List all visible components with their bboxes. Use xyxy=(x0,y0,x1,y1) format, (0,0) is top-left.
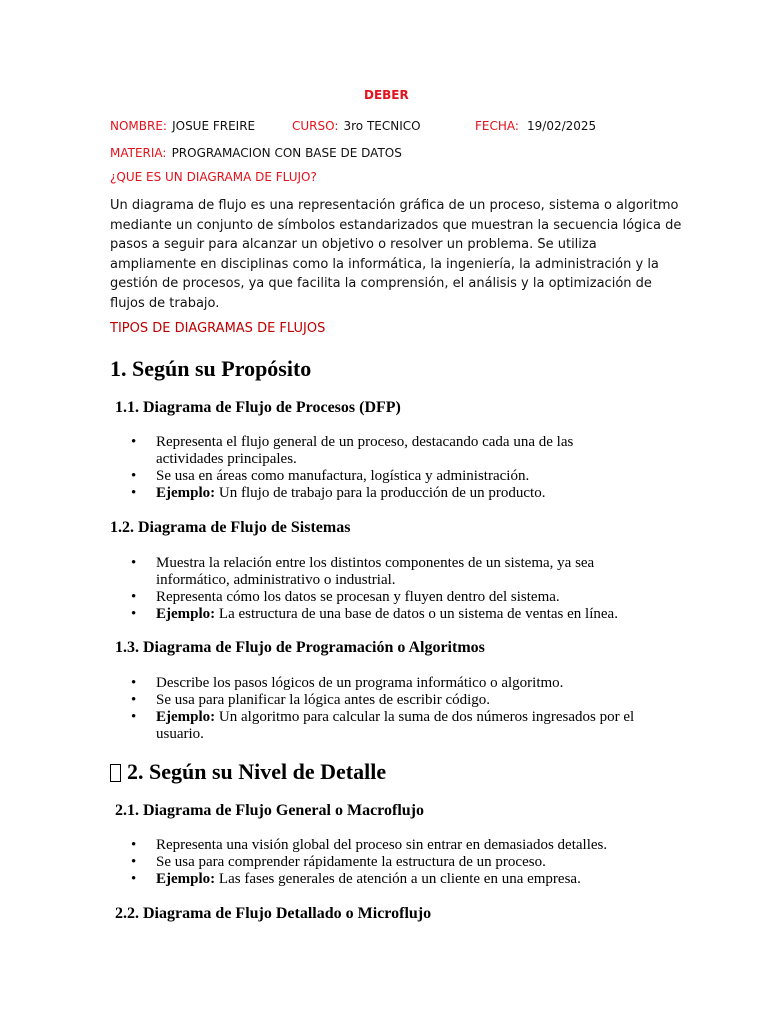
list-item: • Se usa para comprender rápidamente la estructura de un proceso. xyxy=(131,854,546,870)
curso-value: 3ro TECNICO xyxy=(343,119,421,133)
section2-heading xyxy=(110,759,386,785)
list-item: • Muestra la relación entre los distintos componentes de un sistema, ya sea xyxy=(131,555,595,571)
materia-field xyxy=(110,142,402,161)
bullet-icon: • xyxy=(131,468,137,484)
subsection-2-1-list xyxy=(0,837,607,888)
example-label: Ejemplo: xyxy=(156,709,216,725)
section1-title: 1. Según su Propósito xyxy=(110,356,312,381)
list-item: • Representa el flujo general de un proceso, destacando cada una de las xyxy=(131,434,574,450)
subsection-1-1-list xyxy=(0,434,573,502)
list-item: • Se usa en áreas como manufactura, logística y administración. xyxy=(131,468,530,484)
example-label: Ejemplo: xyxy=(156,485,216,501)
definition-paragraph xyxy=(110,196,682,313)
list-item-continuation: informático, administrativo o industrial. xyxy=(156,572,396,588)
paragraph-line: gestión de procesos, ya que facilita la comprensión, el análisis y la optimización de xyxy=(110,276,652,291)
fecha-label: FECHA: xyxy=(475,119,519,133)
bullet-icon: • xyxy=(131,854,137,870)
subsection-1-2-title: 1.2. Diagrama de Flujo de Sistemas xyxy=(110,519,351,536)
list-item: • Describe los pasos lógicos de un programa informático o algoritmo. xyxy=(131,675,564,691)
subsection-1-2-list xyxy=(0,555,618,623)
list-item: • Ejemplo: La estructura de una base de datos o un sistema de ventas en línea. xyxy=(131,606,618,622)
list-item: • Ejemplo: Un algoritmo para calcular la suma de dos números ingresados por el xyxy=(131,709,635,725)
section2-title: 2. Según su Nivel de Detalle xyxy=(127,759,387,784)
document-title: DEBER xyxy=(364,88,409,102)
materia-value: PROGRAMACION CON BASE DE DATOS xyxy=(171,146,402,160)
subsection-1-1-title: 1.1. Diagrama de Flujo de Procesos (DFP) xyxy=(115,399,401,416)
list-item-continuation: actividades principales. xyxy=(156,451,297,467)
bullet-icon: • xyxy=(131,485,137,501)
list-item: • Representa una visión global del proceso sin entrar en demasiados detalles. xyxy=(131,837,608,853)
question-heading: ¿QUE ES UN DIAGRAMA DE FLUJO? xyxy=(110,170,317,184)
missing-glyph-icon xyxy=(110,764,121,782)
types-heading: TIPOS DE DIAGRAMAS DE FLUJOS xyxy=(110,321,326,336)
list-item-continuation: usuario. xyxy=(156,726,204,742)
paragraph-line: ampliamente en disciplinas como la informática, la ingeniería, la administración y la xyxy=(110,256,659,272)
list-item: • Se usa para planificar la lógica antes de escribir código. xyxy=(131,692,491,708)
nombre-field xyxy=(110,115,255,134)
subsection-1-3-title: 1.3. Diagrama de Flujo de Programación o Algoritmos xyxy=(115,639,485,656)
paragraph-line: mediante un conjunto de símbolos estandarizados que muestran la secuencia lógica de xyxy=(110,217,682,233)
bullet-icon: • xyxy=(131,675,137,691)
list-item: • Ejemplo: Un flujo de trabajo para la producción de un producto. xyxy=(131,485,546,501)
list-item: • Representa cómo los datos se procesan y fluyen dentro del sistema. xyxy=(131,589,560,605)
bullet-icon: • xyxy=(131,555,137,571)
bullet-icon: • xyxy=(131,589,137,605)
bullet-icon: • xyxy=(131,606,137,622)
curso-label: CURSO: xyxy=(292,119,339,133)
nombre-value: JOSUE FREIRE xyxy=(172,119,256,133)
bullet-icon: • xyxy=(131,692,137,708)
subsection-2-1-title: 2.1. Diagrama de Flujo General o Macroflujo xyxy=(115,802,424,819)
subsection-2-2-title: 2.2. Diagrama de Flujo Detallado o Microflujo xyxy=(115,905,432,922)
paragraph-line: pasos a seguir para alcanzar un objetivo o resolver un problema. Se utiliza xyxy=(110,237,597,252)
list-item: • Ejemplo: Las fases generales de atención a un cliente en una empresa. xyxy=(131,871,581,887)
example-label: Ejemplo: xyxy=(156,871,216,887)
bullet-icon: • xyxy=(131,837,137,853)
bullet-icon: • xyxy=(131,871,137,887)
paragraph-line: flujos de trabajo. xyxy=(110,295,220,311)
bullet-icon: • xyxy=(131,709,137,725)
paragraph-line: Un diagrama de flujo es una representación gráfica de un proceso, sistema o algoritmo xyxy=(110,198,679,213)
fecha-value: 19/02/2025 xyxy=(527,119,597,133)
bullet-icon: • xyxy=(131,434,137,450)
fecha-field xyxy=(475,115,596,134)
materia-label: MATERIA: xyxy=(110,146,167,160)
subsection-1-3-list xyxy=(0,675,634,743)
curso-field xyxy=(292,115,421,134)
nombre-label: NOMBRE: xyxy=(110,119,167,133)
example-label: Ejemplo: xyxy=(156,606,216,622)
